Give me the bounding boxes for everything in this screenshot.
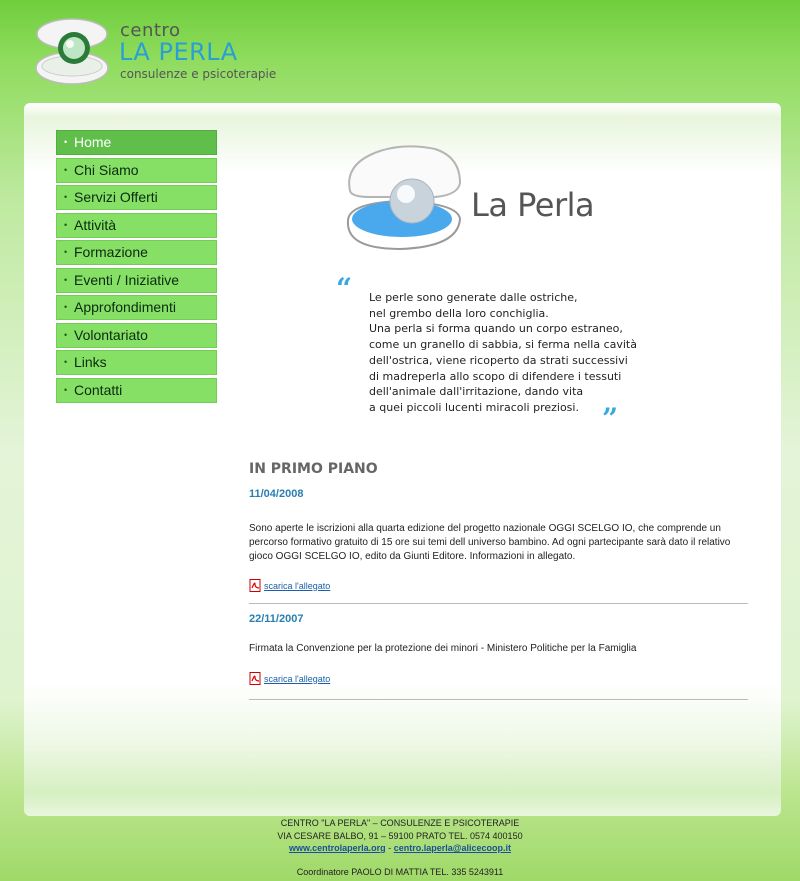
news-attachment: [249, 672, 748, 685]
main-nav: [56, 130, 217, 405]
news-date: 11/04/2008: [249, 488, 304, 500]
nav-item-volontariato[interactable]: • Volontariato: [56, 323, 217, 348]
email-link[interactable]: centro.laperla@alicecoop.it: [393, 843, 511, 853]
pearl-shell-icon: [34, 16, 114, 86]
quote-line: nel grembo della loro conchiglia.: [369, 306, 549, 320]
news-text: Firmata la Convenzione per la protezione dei minori - Ministero Politiche per la Famiglia: [249, 643, 637, 654]
nav-item-formazione[interactable]: • Formazione: [56, 240, 217, 265]
news-attachment: [249, 579, 748, 592]
footer-separator: -: [385, 843, 394, 853]
footer-address: VIA CESARE BALBO, 91 – 59100 PRATO TEL. 0574 400150: [277, 830, 523, 841]
quote-line: dell'ostrica, viene ricoperto da strati successivi: [369, 353, 628, 367]
quote-line: Una perla si forma quando un corpo estraneo,: [369, 322, 623, 336]
pdf-icon[interactable]: [249, 579, 262, 592]
news-divider: [249, 603, 748, 604]
hero-title: La Perla: [471, 186, 595, 224]
news-item: [249, 613, 748, 685]
site-footer: [0, 817, 800, 878]
site-logo[interactable]: [34, 16, 294, 88]
nav-item-servizi-offerti[interactable]: • Servizi Offerti: [56, 185, 217, 210]
nav-item-links[interactable]: • Links: [56, 350, 217, 375]
section-title: IN PRIMO PIANO: [249, 461, 378, 477]
footer-links: [0, 842, 800, 855]
website-link[interactable]: www.centrolaperla.org: [288, 843, 386, 853]
brand-prefix: centro: [120, 20, 181, 41]
nav-item-contatti[interactable]: • Contatti: [56, 378, 217, 403]
pearl-oyster-icon: [340, 143, 470, 251]
nav-item-chi-siamo[interactable]: • Chi Siamo: [56, 158, 217, 183]
brand-tagline: consulenze e psicoterapie: [120, 67, 277, 81]
brand-name: LA PERLA: [119, 38, 238, 66]
footer-company: CENTRO "LA PERLA" – CONSULENZE E PSICOTERAPIE: [280, 818, 520, 828]
pearl-quote: [369, 290, 637, 416]
news-item: [249, 488, 748, 592]
news-text: Sono aperte le iscrizioni alla quarta edizione del progetto nazionale OGGI SCELGO IO, che comprende un percorso formativo gratuito di 15 ore sui temi dell universo bambino. Ad ogni partecipante sarà dato il relativo gioco OGGI SCELGO IO, edito da Giunti Editore. Informazioni in allegato.: [249, 523, 731, 562]
quote-close-mark: ”: [602, 402, 619, 435]
news-date: 22/11/2007: [249, 613, 304, 625]
quote-open-mark: “: [336, 272, 353, 305]
nav-item-attivita[interactable]: • Attività: [56, 213, 217, 238]
quote-line: a quei piccoli lucenti miracoli preziosi.: [369, 400, 579, 414]
nav-item-home[interactable]: • Home: [56, 130, 217, 155]
pdf-icon[interactable]: [249, 672, 262, 685]
quote-line: come un granello di sabbia, si ferma nella cavità: [369, 338, 637, 352]
quote-line: dell'animale dall'irritazione, dando vita: [369, 385, 584, 399]
footer-coordinator: Coordinatore PAOLO DI MATTIA TEL. 335 5243911: [296, 866, 504, 877]
quote-line: di madreperla allo scopo di difendere i tessuti: [369, 369, 622, 383]
nav-item-eventi-iniziative[interactable]: • Eventi / Iniziative: [56, 268, 217, 293]
download-attachment-link[interactable]: scarica l'allegato: [264, 673, 331, 684]
quote-line: Le perle sono generate dalle ostriche,: [369, 291, 578, 304]
nav-item-approfondimenti[interactable]: • Approfondimenti: [56, 295, 217, 320]
news-divider: [249, 699, 748, 700]
download-attachment-link[interactable]: scarica l'allegato: [264, 580, 331, 591]
